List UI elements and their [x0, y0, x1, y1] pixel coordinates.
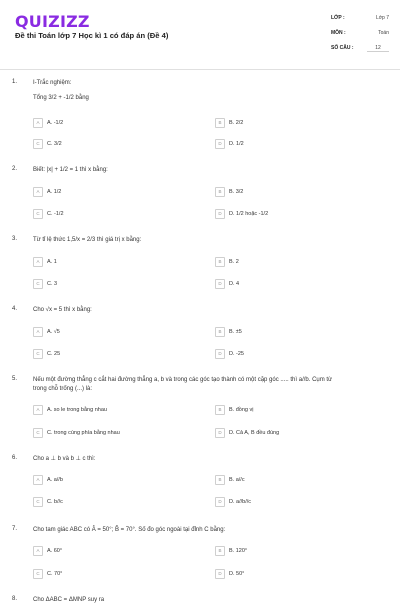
option-letter-box: A: [33, 257, 43, 267]
option-letter-box: C: [33, 497, 43, 507]
option-letter-box: A: [33, 405, 43, 415]
question-line: Cho √x = 5 thì x bằng:: [33, 307, 92, 313]
option-letter-box: D: [215, 497, 225, 507]
option-text: C. 3: [47, 281, 58, 287]
option-d[interactable]: [215, 496, 251, 508]
option-letter-box: A: [33, 118, 43, 128]
option-a[interactable]: [33, 117, 63, 129]
option-text: D. 50°: [229, 571, 245, 577]
option-text: C. -1/2: [47, 211, 64, 217]
option-a[interactable]: [33, 186, 61, 198]
option-letter-box: B: [215, 257, 225, 267]
option-text: C. 70°: [47, 571, 63, 577]
option-text: A. 1: [47, 259, 57, 265]
question-line: Từ tỉ lệ thức 1,5/x = 2/3 thì giá trị x bằng:: [33, 237, 142, 243]
meta-count-row: [331, 42, 389, 54]
question-text: [33, 166, 388, 175]
page-title: Đề thi Toán lớp 7 Học kì 1 có đáp án (Đề 4): [15, 31, 169, 40]
option-letter-box: D: [215, 569, 225, 579]
option-a[interactable]: [33, 404, 107, 416]
meta-subject-label: MÔN :: [331, 30, 346, 36]
option-b[interactable]: [215, 474, 245, 486]
header-divider: [0, 69, 400, 70]
option-text: D. -25: [229, 351, 244, 357]
option-letter-box: C: [33, 569, 43, 579]
question-text: [33, 596, 388, 605]
option-d[interactable]: [215, 348, 244, 360]
option-c[interactable]: [33, 138, 62, 150]
option-letter-box: A: [33, 187, 43, 197]
option-letter-box: D: [215, 139, 225, 149]
option-b[interactable]: [215, 326, 242, 338]
question-line: Cho a ⊥ b và b ⊥ c thì:: [33, 456, 96, 462]
option-letter-box: B: [215, 118, 225, 128]
meta-subject-value: Toán: [378, 30, 389, 36]
option-letter-box: A: [33, 327, 43, 337]
option-text: C. trong cùng phía bằng nhau: [47, 430, 120, 436]
option-text: A. 60°: [47, 548, 63, 554]
question-line: I-Trắc nghiệm:: [33, 80, 72, 86]
option-b[interactable]: [215, 404, 253, 416]
option-d[interactable]: [215, 278, 239, 290]
option-text: D. 1/2: [229, 141, 244, 147]
question-line: Tổng 3/2 + -1/2 bằng: [33, 94, 89, 101]
meta-subject-row: [331, 27, 389, 39]
option-text: B. ±5: [229, 329, 242, 335]
question-number: 3.: [12, 236, 18, 242]
option-letter-box: D: [215, 428, 225, 438]
question-number: 7.: [12, 526, 18, 532]
option-b[interactable]: [215, 256, 239, 268]
question-line: Nếu một đường thẳng c cắt hai đường thẳng a, b và trong các góc tạo thành có một cặp góc ..... thì a//b. Cụm từ: [33, 377, 333, 383]
option-c[interactable]: [33, 427, 120, 439]
question-line: Cho tam giác ABC có Â = 50°; B̂ = 70°. Số đo góc ngoài tại đỉnh C bằng:: [33, 527, 226, 533]
question-text: [33, 236, 388, 245]
question-number: 4.: [12, 306, 18, 312]
option-b[interactable]: [215, 117, 243, 129]
option-letter-box: C: [33, 428, 43, 438]
option-letter-box: B: [215, 187, 225, 197]
question-number: 1.: [12, 79, 18, 85]
option-text: B. 2: [229, 259, 239, 265]
option-text: A. 1/2: [47, 189, 62, 195]
option-text: A. √5: [47, 329, 60, 335]
option-text: D. 4: [229, 281, 240, 287]
option-d[interactable]: [215, 208, 268, 220]
question-number: 6.: [12, 455, 18, 461]
option-letter-box: A: [33, 475, 43, 485]
meta-class-row: [331, 12, 389, 24]
option-letter-box: C: [33, 139, 43, 149]
option-c[interactable]: [33, 496, 63, 508]
question-number: 2.: [12, 166, 18, 172]
quizizz-logo: QUIZIZZ: [15, 12, 90, 31]
option-text: B. 3/2: [229, 189, 244, 195]
meta-count-label: SỐ CÂU :: [331, 45, 354, 51]
question-line: Biết: |x| + 1/2 = 1 thì x bằng:: [33, 167, 108, 173]
option-letter-box: A: [33, 546, 43, 556]
option-text: C. 3/2: [47, 141, 62, 147]
option-letter-box: C: [33, 209, 43, 219]
option-letter-box: C: [33, 279, 43, 289]
option-text: C. b//c: [47, 499, 63, 505]
option-c[interactable]: [33, 278, 57, 290]
meta-panel: [331, 12, 389, 57]
question-line: Cho ΔABC = ΔMNP suy ra: [33, 597, 105, 603]
option-text: D. Cả A, B đều đúng: [229, 430, 280, 436]
question-text: [33, 455, 388, 464]
option-a[interactable]: [33, 326, 60, 338]
option-text: A. so le trong bằng nhau: [47, 407, 107, 413]
option-c[interactable]: [33, 568, 62, 580]
option-text: D. 1/2 hoặc -1/2: [229, 211, 269, 217]
option-text: A. -1/2: [47, 120, 64, 126]
option-letter-box: D: [215, 349, 225, 359]
option-c[interactable]: [33, 348, 60, 360]
question-number: 5.: [12, 376, 18, 382]
option-text: B. 2/2: [229, 120, 244, 126]
option-a[interactable]: [33, 545, 62, 557]
option-text: B. đồng vị: [229, 407, 254, 413]
question-line: trong chỗ trống (...) là:: [33, 385, 93, 392]
option-b[interactable]: [215, 545, 247, 557]
meta-class-value: Lớp 7: [375, 15, 389, 21]
option-d[interactable]: [215, 427, 279, 439]
option-text: B. 120°: [229, 548, 248, 554]
question-text: [33, 376, 388, 393]
option-a[interactable]: [33, 256, 57, 268]
meta-class-label: LỚP :: [331, 15, 345, 21]
option-letter-box: D: [215, 209, 225, 219]
option-letter-box: D: [215, 279, 225, 289]
option-text: A. a//b: [47, 477, 63, 483]
option-text: D. a//b//c: [229, 499, 252, 505]
option-letter-box: B: [215, 475, 225, 485]
option-d[interactable]: [215, 568, 244, 580]
option-d[interactable]: [215, 138, 244, 150]
option-letter-box: B: [215, 546, 225, 556]
option-b[interactable]: [215, 186, 243, 198]
option-letter-box: B: [215, 327, 225, 337]
question-number: 8.: [12, 596, 18, 602]
option-text: C. 25: [47, 351, 61, 357]
question-text: [33, 306, 388, 315]
option-a[interactable]: [33, 474, 63, 486]
question-text: [33, 526, 388, 535]
option-letter-box: C: [33, 349, 43, 359]
option-letter-box: B: [215, 405, 225, 415]
question-text: [33, 79, 388, 102]
meta-count-value: 12: [367, 45, 389, 52]
option-text: B. a//c: [229, 477, 245, 483]
option-c[interactable]: [33, 208, 64, 220]
